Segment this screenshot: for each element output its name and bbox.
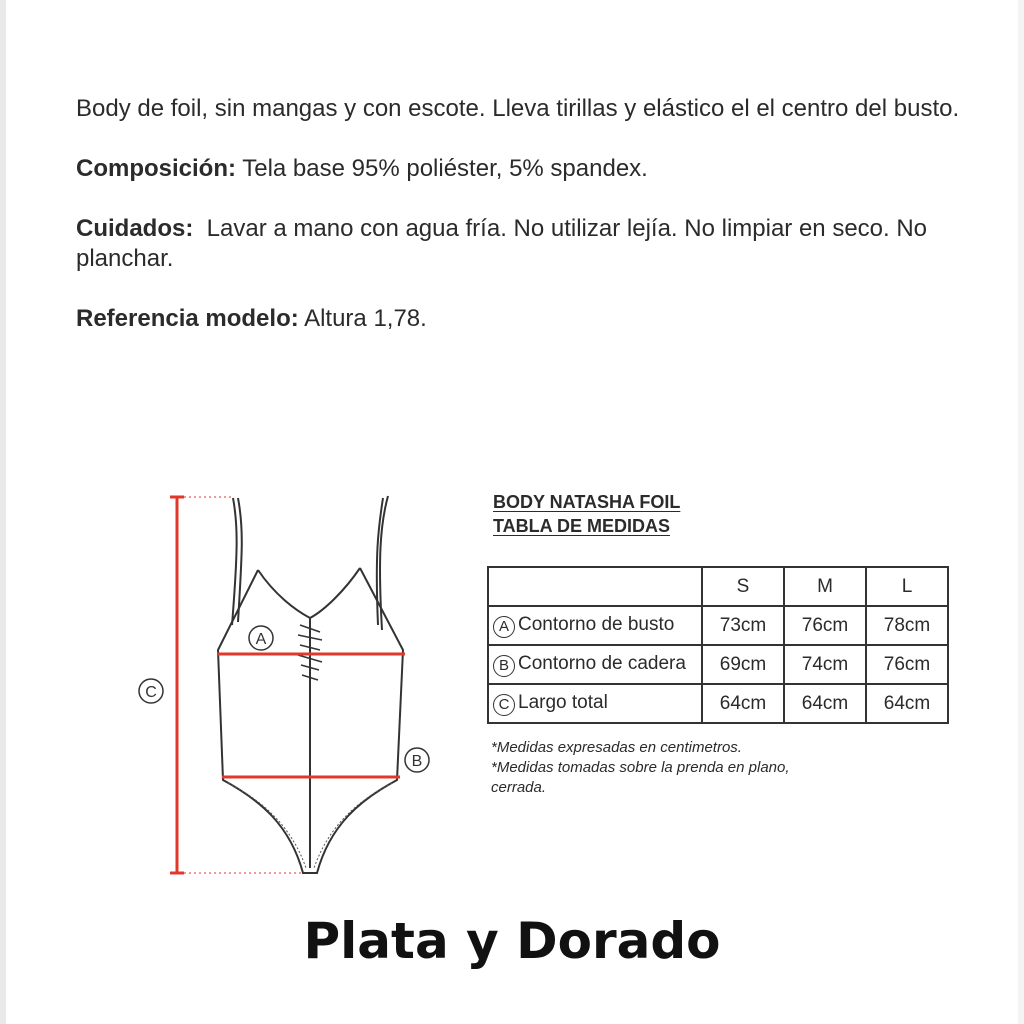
size-header: M <box>784 567 866 606</box>
size-value: 76cm <box>784 606 866 645</box>
row-label <box>488 606 702 645</box>
size-value: 64cm <box>866 684 948 723</box>
composition-line <box>76 154 966 184</box>
marker-b: B <box>411 753 423 770</box>
neckline <box>258 568 360 618</box>
care-text: Lavar a mano con agua fría. No utilizar lejía. No limpiar en seco. No planchar. <box>76 215 928 272</box>
description-intro: Body de foil, sin mangas y con escote. Lleva tirillas y elástico el el centro del busto. <box>76 95 960 122</box>
table-row <box>488 684 948 723</box>
row-label-text: Contorno de busto <box>518 613 675 635</box>
table-row <box>488 606 948 645</box>
measurement-notes <box>491 738 821 798</box>
size-chart-title-line2: TABLA DE MEDIDAS <box>493 516 670 536</box>
size-chart-title <box>493 490 680 538</box>
size-header: S <box>702 567 784 606</box>
model-text: Altura 1,78. <box>304 305 427 332</box>
row-label <box>488 645 702 684</box>
size-value: 64cm <box>784 684 866 723</box>
bodysuit-diagram <box>120 480 440 880</box>
size-value: 73cm <box>702 606 784 645</box>
right-border <box>1018 0 1024 1024</box>
model-label: Referencia modelo: <box>76 305 299 332</box>
product-description <box>76 94 966 364</box>
size-value: 69cm <box>702 645 784 684</box>
size-value: 78cm <box>866 606 948 645</box>
size-value: 74cm <box>784 645 866 684</box>
note-flat: *Medidas tomadas sobre la prenda en plano, cerrada. <box>491 759 790 796</box>
size-value: 76cm <box>866 645 948 684</box>
marker-c-icon: C <box>493 694 515 716</box>
row-label-text: Largo total <box>518 691 608 713</box>
size-header-row <box>488 567 948 606</box>
note-units: *Medidas expresadas en centimetros. <box>491 739 742 756</box>
marker-c: C <box>145 684 157 701</box>
size-value: 64cm <box>702 684 784 723</box>
care-label: Cuidados: <box>76 215 194 242</box>
color-caption: Plata y Dorado <box>303 912 721 970</box>
marker-b-icon: B <box>493 655 515 677</box>
size-chart-title-line1: BODY NATASHA FOIL <box>493 492 681 512</box>
table-row <box>488 645 948 684</box>
composition-label: Composición: <box>76 155 236 182</box>
size-table <box>487 566 949 724</box>
model-line <box>76 304 966 334</box>
row-label-text: Contorno de cadera <box>518 652 686 674</box>
size-header: L <box>866 567 948 606</box>
care-line <box>76 214 966 274</box>
marker-a: A <box>255 631 267 648</box>
left-border <box>0 0 6 1024</box>
composition-text: Tela base 95% poliéster, 5% spandex. <box>242 155 648 182</box>
marker-a-icon: A <box>493 616 515 638</box>
row-label <box>488 684 702 723</box>
header-empty-cell <box>488 567 702 606</box>
